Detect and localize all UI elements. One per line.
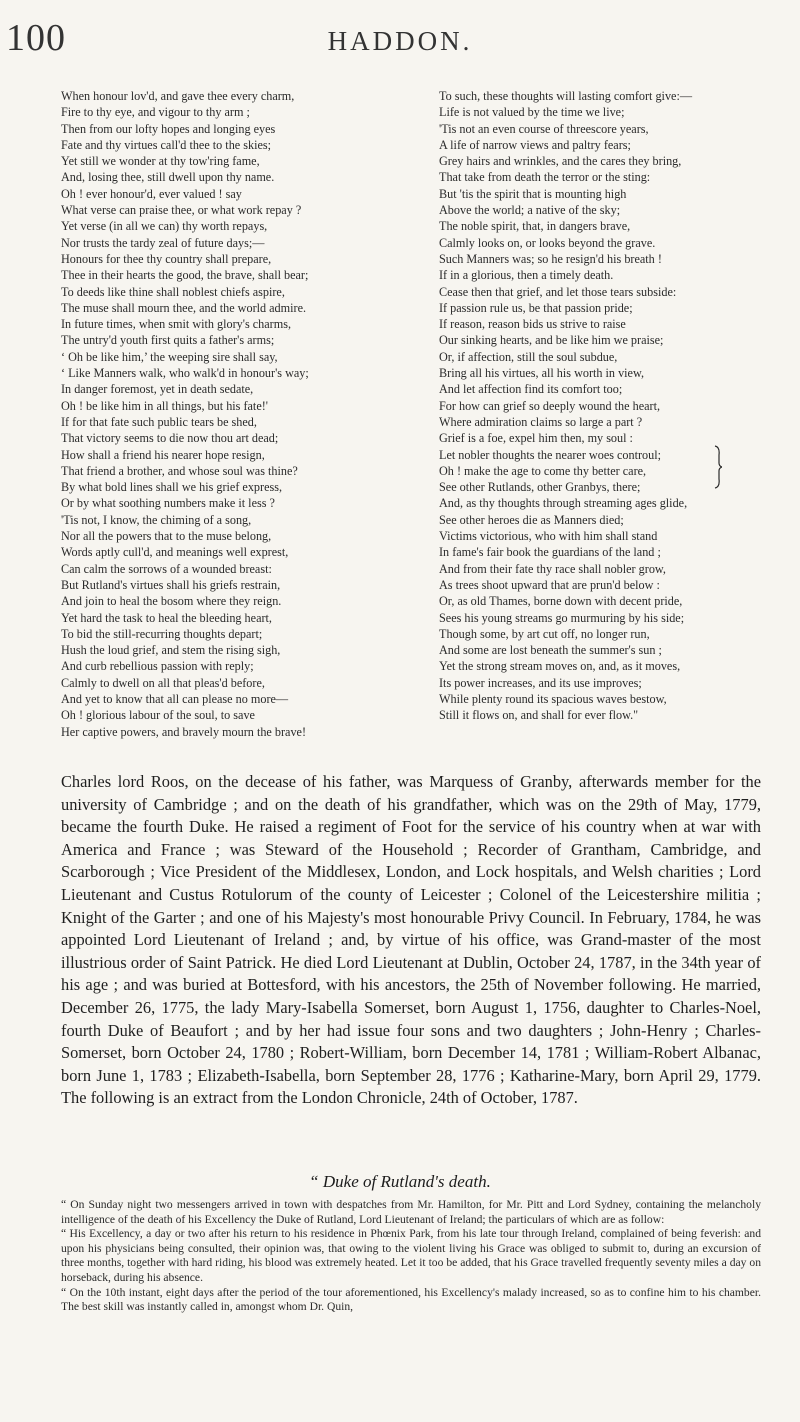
poem-line: For how can grief so deeply wound the heart, xyxy=(439,398,661,413)
poem-line: Honours for thee thy country shall prepare, xyxy=(61,251,272,266)
poem-line: Her captive powers, and bravely mourn the brave! xyxy=(61,724,307,739)
poem-line: In future times, when smit with glory's charms, xyxy=(61,317,291,332)
poem-line: See other heroes die as Manners died; xyxy=(439,512,624,527)
poem-line: Where admiration claims so large a part ? xyxy=(439,414,643,429)
poem-line: Its power increases, and its use improves; xyxy=(439,675,642,690)
running-head: HADDON. xyxy=(327,26,473,56)
extract-paragraph: “ On the 10th instant, eight days after the period of the tour aforementioned, his Excellency's malady increased, so as to confine him to his chamber. The best skill was instantly called in, amongst whom Dr. Quin, xyxy=(61,1285,761,1314)
poem-line: The noble spirit, that, in dangers brave, xyxy=(439,219,631,234)
poem-line: Oh ! be like him in all things, but his fate!' xyxy=(61,398,268,413)
poem-line: ‘ Like Manners walk, who walk'd in honour's way; xyxy=(61,366,309,381)
page-header xyxy=(0,16,800,66)
poem-line: Oh ! ever honour'd, ever valued ! say xyxy=(61,186,242,201)
poem-line: While plenty round its spacious waves bestow, xyxy=(439,691,667,706)
prose-text: Charles lord Roos, on the decease of his father, was Marquess of Granby, afterwards member for the university of Cambridge ; and on the death of his grandfather, which was on the 29th of May, 1779, became the fourth Duke. He raised a regiment of Foot for the service of his country when at war with America and France ; was Steward of the Household ; Recorder of Grantham, Cambridge, and Scarborough ; Vice President of the Middlesex, London, and Lock hospitals, and Welsh charities ; Lord Lieutenant and Custus Rotulorum of the county of Leicester ; Colonel of the Leicestershire militia ; Knight of the Garter ; and one of his Majesty's most honourable Privy Council. In February, 1784, he was appointed Lord Lieutenant of Ireland ; and, by virtue of his office, was Grand-master of the most illustrious order of Saint Patrick. He died Lord Lieutenant at Dublin, October 24, 1787, in the 34th year of his age ; and was buried at Bottesford, with his ancestors, the 25th of November following. He married, December 26, 1775, the lady Mary-Isabella Somerset, born August 1, 1756, daughter to Charles-Noel, fourth Duke of Beaufort ; and by her had issue four sons and two daughters ; John-Henry ; Charles-Somerset, born October 24, 1780 ; Robert-William, born December 14, 1781 ; William-Robert Albanac, born June 1, 1783 ; Elizabeth-Isabella, born September 28, 1776 ; Katharine-Mary, born April 29, 1779. The following is an extract from the London Chronicle, 24th of October, 1787. xyxy=(61,772,761,1108)
poem-line: And from their fate thy race shall nobler grow, xyxy=(439,561,666,576)
poem-line: The untry'd youth first quits a father's arms; xyxy=(61,333,275,348)
poem-line: Thee in their hearts the good, the brave, shall bear; xyxy=(61,268,309,283)
poem-line: That friend a brother, and whose soul was thine? xyxy=(61,463,298,478)
poem-column-right xyxy=(439,88,761,724)
poem-line: If reason, reason bids us strive to raise xyxy=(439,317,626,332)
extract-paragraph: “ His Excellency, a day or two after his return to his residence in Phœnix Park, from his late tour through Ireland, complained of being feverish: and upon his physicians being consulted, their opinion was, that owing to the violent living his Grace was obliged to submit to, during an excursion of three months, together with hard riding, his blood was extremely heated. Let it too be added, that his Grace travelled frequently seventy miles a day on horseback, during his absence. xyxy=(61,1227,761,1284)
poem-line: And yet to know that all can please no more— xyxy=(61,691,289,706)
newspaper-extract xyxy=(61,1198,761,1315)
poem-line: Nor trusts the tardy zeal of future days;— xyxy=(61,235,265,250)
poem-line: Such Manners was; so he resign'd his breath ! xyxy=(439,251,662,266)
poem-line: Though some, by art cut off, no longer run, xyxy=(439,626,650,641)
poem-line: If in a glorious, then a timely death. xyxy=(439,268,614,283)
poem-line: If for that fate such public tears be shed, xyxy=(61,414,257,429)
poem-column-left xyxy=(61,88,406,740)
poem-line: Grey hairs and wrinkles, and the cares they bring, xyxy=(439,154,682,169)
poem-line: Fire to thy eye, and vigour to thy arm ; xyxy=(61,105,250,120)
poem-line: When honour lov'd, and gave thee every charm, xyxy=(61,89,295,103)
poem-line: Hush the loud grief, and stem the rising sigh, xyxy=(61,643,281,658)
poem-line: ‘ Oh be like him,’ the weeping sire shall say, xyxy=(61,349,278,364)
poem-line: Victims victorious, who with him shall stand xyxy=(439,529,658,544)
poem-line: Nor all the powers that to the muse belong, xyxy=(61,529,272,544)
poem-line: Or, as old Thames, borne down with decent pride, xyxy=(439,594,683,609)
poem-line: To bid the still-recurring thoughts depart; xyxy=(61,626,263,641)
poem-line: What verse can praise thee, or what work repay ? xyxy=(61,203,302,218)
poem-line: As trees shoot upward that are prun'd below : xyxy=(439,577,660,592)
poem-line: A life of narrow views and paltry fears; xyxy=(439,137,631,152)
poem-line: Yet hard the task to heal the bleeding heart, xyxy=(61,610,272,625)
poem-line: Cease then that grief, and let those tears subside: xyxy=(439,284,677,299)
poem-line: Oh ! glorious labour of the soul, to save xyxy=(61,708,255,723)
poem-line: Above the world; a native of the sky; xyxy=(439,203,621,218)
poem-line: Still it flows on, and shall for ever flow." xyxy=(439,708,639,723)
poem xyxy=(61,88,761,760)
poem-line: And curb rebellious passion with reply; xyxy=(61,659,254,674)
poem-line: Or, if affection, still the soul subdue, xyxy=(439,349,618,364)
poem-line: Fate and thy virtues call'd thee to the skies; xyxy=(61,137,272,152)
poem-line: And, as thy thoughts through streaming ages glide, xyxy=(439,496,688,511)
poem-line: Life is not valued by the time we live; xyxy=(439,105,625,120)
poem-line: Our sinking hearts, and be like him we praise; xyxy=(439,333,664,348)
poem-line: Yet still we wonder at thy tow'ring fame, xyxy=(61,154,260,169)
brace-mark xyxy=(714,445,722,489)
poem-line: Then from our lofty hopes and longing eyes xyxy=(61,121,276,136)
extract-title: “ Duke of Rutland's death. xyxy=(309,1172,491,1191)
poem-line: Sees his young streams go murmuring by his side; xyxy=(439,610,685,625)
poem-line: Grief is a foe, expel him then, my soul : xyxy=(439,431,633,446)
poem-line: See other Rutlands, other Granbys, there; xyxy=(439,480,641,495)
poem-line: To deeds like thine shall noblest chiefs aspire, xyxy=(61,284,285,299)
poem-line: But 'tis the spirit that is mounting high xyxy=(439,186,627,201)
poem-line: To such, these thoughts will lasting comfort give:— xyxy=(439,89,693,103)
poem-line: Let nobler thoughts the nearer woes controul; xyxy=(439,447,662,462)
poem-line: And, losing thee, still dwell upon thy name. xyxy=(61,170,275,185)
poem-line: And let affection find its comfort too; xyxy=(439,382,623,397)
poem-line: In danger foremost, yet in death sedate, xyxy=(61,382,254,397)
poem-line: And some are lost beneath the summer's sun ; xyxy=(439,643,662,658)
page-number: 100 xyxy=(6,17,66,59)
poem-line: Or by what soothing numbers make it less ? xyxy=(61,496,275,511)
poem-line: That victory seems to die now thou art dead; xyxy=(61,431,279,446)
biography-paragraph xyxy=(61,771,761,1110)
poem-line: But Rutland's virtues shall his griefs restrain, xyxy=(61,577,281,592)
poem-line: By what bold lines shall we his grief express, xyxy=(61,480,283,495)
poem-line: That take from death the terror or the sting: xyxy=(439,170,651,185)
poem-line: 'Tis not an even course of threescore years, xyxy=(439,121,649,136)
poem-line: Yet the strong stream moves on, and, as it moves, xyxy=(439,659,681,674)
extract-paragraph: “ On Sunday night two messengers arrived in town with despatches from Mr. Hamilton, for Mr. Pitt and Lord Sydney, containing the melancholy intelligence of the death of his Excellency the Duke of Rutland, Lord Lieutenant of Ireland; the particulars of which are as follow: xyxy=(61,1198,761,1226)
poem-line: The muse shall mourn thee, and the world admire. xyxy=(61,300,307,315)
poem-line: In fame's fair book the guardians of the land ; xyxy=(439,545,661,560)
poem-line: 'Tis not, I know, the chiming of a song, xyxy=(61,512,252,527)
poem-line: Can calm the sorrows of a wounded breast: xyxy=(61,561,272,576)
poem-line: Oh ! make the age to come thy better care, xyxy=(439,463,647,478)
poem-line: Calmly looks on, or looks beyond the grave. xyxy=(439,235,656,250)
poem-line: Bring all his virtues, all his worth in view, xyxy=(439,366,645,381)
poem-line: Words aptly cull'd, and meanings well exprest, xyxy=(61,545,289,560)
poem-line: How shall a friend his nearer hope resign, xyxy=(61,447,265,462)
poem-line: And join to heal the bosom where they reign. xyxy=(61,594,282,609)
poem-line: Calmly to dwell on all that pleas'd before, xyxy=(61,675,265,690)
poem-line: Yet verse (in all we can) thy worth repays, xyxy=(61,219,268,234)
poem-line: If passion rule us, be that passion pride; xyxy=(439,300,633,315)
